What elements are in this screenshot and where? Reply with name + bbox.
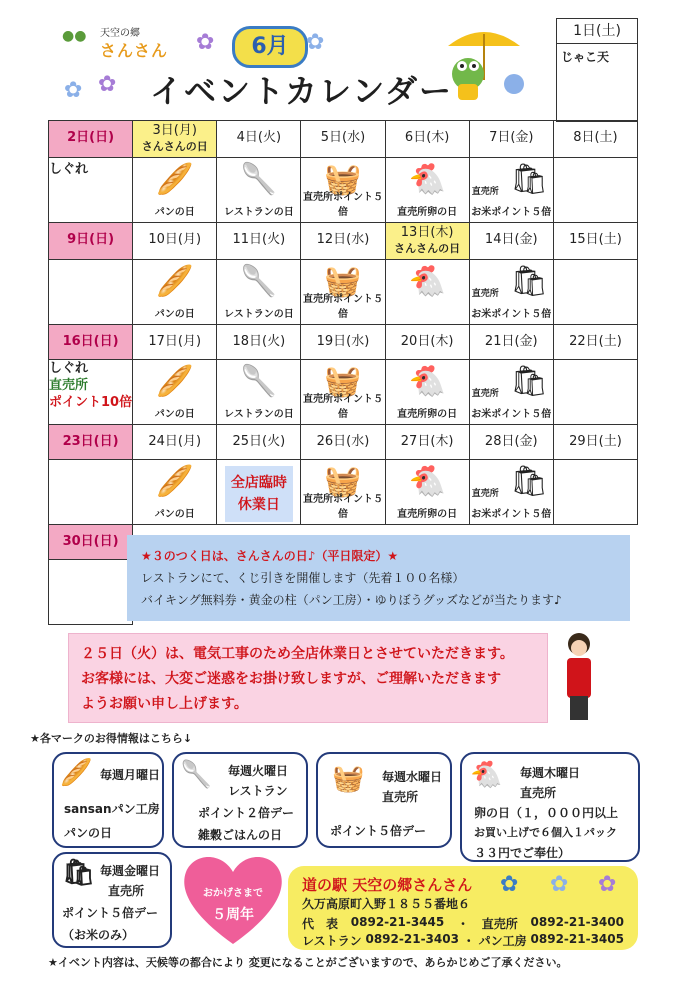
empty-cell bbox=[49, 560, 133, 625]
day-header: 14日(金) bbox=[469, 223, 553, 260]
rice-day-cell bbox=[469, 158, 553, 223]
month-badge: 6月 bbox=[232, 26, 308, 68]
monday-info-card bbox=[52, 752, 164, 848]
day-label: 3日(月) bbox=[152, 123, 197, 138]
day-header: 4日(火) bbox=[217, 121, 301, 158]
hydrangea-icon: ✿ bbox=[196, 30, 215, 55]
caption: お米ポイント５倍 bbox=[471, 309, 552, 320]
caption: お米ポイント５倍 bbox=[471, 409, 552, 420]
anniversary-heart bbox=[178, 848, 288, 948]
card-line: （お米のみ） bbox=[62, 928, 135, 942]
caption: レストランの日 bbox=[224, 309, 294, 320]
caption: パンの日 bbox=[154, 207, 195, 218]
hydrangea-icon: ✿ bbox=[550, 872, 569, 897]
hydrangea-icon: ✿ bbox=[306, 30, 325, 55]
card-line: 雑穀ごはんの日 bbox=[198, 828, 283, 842]
day-header: 28日(金) bbox=[469, 425, 553, 460]
day-header: 22日(土) bbox=[553, 325, 637, 360]
caption-top: 直売所 bbox=[471, 289, 499, 299]
card-line: 直売所 bbox=[520, 786, 557, 800]
notice-line: バイキング無料券・黄金の柱（パン工房）・ゆりぼうグッズなどが当たります♪ bbox=[141, 593, 562, 607]
caption: 直売所卵の日 bbox=[397, 207, 458, 218]
phone-row bbox=[302, 932, 624, 949]
note-text: しぐれ bbox=[49, 162, 89, 177]
egg-day-cell bbox=[385, 158, 469, 223]
day-header-sun: 23日(日) bbox=[49, 425, 133, 460]
day-header: 21日(金) bbox=[469, 325, 553, 360]
closure-notice bbox=[68, 633, 548, 723]
sunday-note bbox=[49, 158, 133, 223]
card-line: ポイント５倍デー bbox=[330, 824, 427, 838]
caption: お米ポイント５倍 bbox=[471, 207, 552, 218]
hydrangea-icon: ✿ bbox=[598, 872, 617, 897]
vegetable-basket-icon: 🧺 bbox=[324, 264, 362, 299]
spoon-icon: 🥄 bbox=[240, 364, 278, 399]
day-label: 13日(木) bbox=[400, 225, 454, 240]
friday-info-card bbox=[52, 852, 172, 948]
bread-day-cell bbox=[133, 260, 217, 325]
logo-mark-icon: ●● bbox=[62, 28, 87, 44]
day-header: 29日(土) bbox=[553, 425, 637, 460]
empty-cell bbox=[553, 460, 637, 525]
phone-label: レストラン bbox=[302, 934, 362, 948]
rice-bag-icon: 🛍 bbox=[62, 858, 96, 888]
note-text: 直売所 bbox=[49, 378, 89, 393]
closed-line: 休業日 bbox=[237, 497, 280, 513]
chicken-icon: 🐔 bbox=[408, 162, 446, 197]
day-header: 25日(火) bbox=[217, 425, 301, 460]
week-icon-row bbox=[49, 360, 638, 425]
caption: 直売所卵の日 bbox=[397, 409, 458, 420]
phone-number: 0892-21-3403 bbox=[365, 932, 459, 946]
restaurant-day-cell bbox=[217, 260, 301, 325]
egg-day-cell bbox=[385, 260, 469, 325]
first-day-box bbox=[556, 18, 638, 122]
day-header: 8日(土) bbox=[553, 121, 637, 158]
vegetable-basket-icon: 🧺 bbox=[324, 364, 362, 399]
day-header: 11日(火) bbox=[217, 223, 301, 260]
card-line: sansanパン工房 bbox=[64, 802, 160, 816]
card-line: ３３円でご奉仕） bbox=[474, 846, 571, 860]
caption: パンの日 bbox=[154, 409, 195, 420]
phone-number: 0892-21-3405 bbox=[530, 932, 624, 946]
day-header: 10日(月) bbox=[133, 223, 217, 260]
first-day-date: 1日(土) bbox=[557, 19, 637, 44]
bread-icon: 🥖 bbox=[156, 162, 194, 197]
thursday-info-card bbox=[460, 752, 640, 862]
card-line: 毎週月曜日 bbox=[100, 768, 161, 782]
hydrangea-icon: ✿ bbox=[500, 872, 519, 897]
closed-line: 全店臨時 bbox=[230, 475, 287, 491]
caption: 直売所卵の日 bbox=[397, 509, 458, 520]
day-header-sansan bbox=[385, 223, 469, 260]
footer-note: ★イベント内容は、天候等の都合により 変更になることがございますので、あらかじめご了承ください。 bbox=[48, 956, 568, 969]
card-line: 毎週木曜日 bbox=[520, 766, 581, 780]
rice-day-cell bbox=[469, 260, 553, 325]
day-header: 24日(月) bbox=[133, 425, 217, 460]
sunday-note bbox=[49, 360, 133, 425]
closed-notice bbox=[225, 466, 293, 522]
day-header: 5日(水) bbox=[301, 121, 385, 158]
card-line: パンの日 bbox=[64, 826, 113, 840]
egg-day-cell bbox=[385, 460, 469, 525]
day-header-sun: 16日(日) bbox=[49, 325, 133, 360]
notice-line: お客様には、大変ご迷惑をお掛け致しますが、ご理解いただきます bbox=[81, 671, 501, 687]
day-header: 15日(土) bbox=[553, 223, 637, 260]
shop-info-box bbox=[288, 866, 638, 950]
phone-number: 0892-21-3400 bbox=[530, 915, 624, 929]
empty-cell bbox=[553, 260, 637, 325]
card-line: 直売所 bbox=[108, 884, 145, 898]
bread-day-cell bbox=[133, 158, 217, 223]
chicken-icon: 🐔 bbox=[408, 364, 446, 399]
empty-cell bbox=[49, 460, 133, 525]
logo-small-text: 天空の郷 bbox=[100, 28, 140, 39]
week-row bbox=[49, 425, 638, 460]
card-line: 毎週火曜日 bbox=[228, 764, 289, 778]
bowing-staff-icon bbox=[556, 630, 602, 728]
vegetable-basket-icon: 🧺 bbox=[332, 764, 365, 794]
day-header-sun: 9日(日) bbox=[49, 223, 133, 260]
logo-main-text: さんさん bbox=[100, 41, 169, 60]
closed-day-cell bbox=[217, 460, 301, 525]
rice-bag-icon: 🛍 bbox=[510, 162, 549, 197]
card-line: レストラン bbox=[228, 784, 288, 798]
rice-bag-icon: 🛍 bbox=[510, 464, 549, 499]
day-header: 12日(水) bbox=[301, 223, 385, 260]
marks-header: ★各マークのお得情報はこちら↓ bbox=[30, 732, 193, 745]
day-header: 7日(金) bbox=[469, 121, 553, 158]
day-header-sansan bbox=[133, 121, 217, 158]
separator: ・ bbox=[462, 934, 475, 948]
day-header: 20日(木) bbox=[385, 325, 469, 360]
wednesday-info-card bbox=[316, 752, 452, 848]
restaurant-day-cell bbox=[217, 158, 301, 223]
sansan-day-notice bbox=[127, 535, 630, 621]
caption: 直売所ポイント５倍 bbox=[302, 494, 383, 520]
vegetable-basket-icon: 🧺 bbox=[324, 464, 362, 499]
caption-top: 直売所 bbox=[471, 489, 499, 499]
card-line: 直売所 bbox=[382, 790, 419, 804]
egg-day-cell bbox=[385, 360, 469, 425]
anniversary-line: おかげさまで bbox=[203, 888, 263, 899]
shop-address: 久万高原町入野１８５５番地６ bbox=[302, 897, 471, 911]
caption: パンの日 bbox=[154, 309, 195, 320]
caption-top: 直売所 bbox=[471, 187, 499, 197]
phone-row bbox=[302, 915, 624, 932]
hydrangea-icon: ✿ bbox=[64, 78, 83, 103]
note-text: しぐれ bbox=[49, 361, 89, 376]
caption: レストランの日 bbox=[224, 409, 294, 420]
bread-icon: 🥖 bbox=[60, 758, 93, 788]
chicken-icon: 🐔 bbox=[408, 464, 446, 499]
caption: 直売所ポイント５倍 bbox=[302, 294, 383, 320]
vegetable-day-cell bbox=[301, 260, 385, 325]
week-icon-row bbox=[49, 460, 638, 525]
caption: 直売所ポイント５倍 bbox=[302, 192, 383, 218]
card-line: ポイント５倍デー bbox=[62, 906, 159, 920]
spoon-icon: 🥄 bbox=[240, 264, 278, 299]
day-header: 19日(水) bbox=[301, 325, 385, 360]
card-line: お買い上げで６個入１パック bbox=[474, 826, 617, 839]
frog-umbrella-icon bbox=[440, 24, 536, 104]
hydrangea-icon: ✿ bbox=[98, 72, 117, 97]
rice-bag-icon: 🛍 bbox=[510, 364, 549, 399]
week-icon-row bbox=[49, 260, 638, 325]
shop-name: 道の駅 天空の郷さんさん bbox=[302, 876, 473, 894]
bread-icon: 🥖 bbox=[156, 264, 194, 299]
bread-icon: 🥖 bbox=[156, 464, 194, 499]
card-line: ポイント２倍デー bbox=[198, 806, 295, 820]
rice-day-cell bbox=[469, 460, 553, 525]
caption-top: 直売所 bbox=[471, 389, 499, 399]
empty-cell bbox=[49, 260, 133, 325]
separator: ・ bbox=[456, 917, 469, 931]
bread-day-cell bbox=[133, 360, 217, 425]
chicken-icon: 🐔 bbox=[408, 264, 446, 299]
day-header: 18日(火) bbox=[217, 325, 301, 360]
notice-line: ようお願い申し上げます。 bbox=[81, 696, 248, 712]
sansan-day-label: さんさんの日 bbox=[394, 242, 461, 255]
card-line: 卵の日（１，０００円以上 bbox=[474, 806, 619, 820]
bread-day-cell bbox=[133, 460, 217, 525]
empty-cell bbox=[553, 158, 637, 223]
tuesday-info-card bbox=[172, 752, 308, 848]
day-header: 27日(木) bbox=[385, 425, 469, 460]
bread-icon: 🥖 bbox=[156, 364, 194, 399]
chicken-icon: 🐔 bbox=[470, 760, 503, 790]
day-header-sun: 30日(日) bbox=[49, 525, 133, 560]
notice-line: ★３のつく日は、さんさんの日♪（平日限定）★ bbox=[141, 549, 399, 563]
caption: レストランの日 bbox=[224, 207, 294, 218]
caption: パンの日 bbox=[154, 509, 195, 520]
day-header: 6日(木) bbox=[385, 121, 469, 158]
week-row bbox=[49, 121, 638, 158]
week-icon-row bbox=[49, 158, 638, 223]
day-header-sun: 2日(日) bbox=[49, 121, 133, 158]
spoon-icon: 🥄 bbox=[180, 760, 213, 790]
restaurant-day-cell bbox=[217, 360, 301, 425]
phone-label: 代 表 bbox=[302, 917, 339, 931]
vegetable-day-cell bbox=[301, 158, 385, 223]
rice-bag-icon: 🛍 bbox=[510, 264, 549, 299]
caption: 直売所ポイント５倍 bbox=[302, 394, 383, 420]
empty-cell bbox=[553, 360, 637, 425]
spoon-icon: 🥄 bbox=[240, 162, 278, 197]
phone-label: パン工房 bbox=[478, 934, 527, 948]
vegetable-basket-icon: 🧺 bbox=[324, 162, 362, 197]
notice-line: ２５日（火）は、電気工事のため全店休業日とさせていただきます。 bbox=[81, 646, 514, 662]
page-title: イベントカレンダー bbox=[150, 72, 453, 110]
week-row bbox=[49, 223, 638, 260]
first-day-note: じゃこ天 bbox=[561, 50, 610, 64]
vegetable-day-cell bbox=[301, 460, 385, 525]
day-header: 17日(月) bbox=[133, 325, 217, 360]
phone-label: 直売所 bbox=[481, 917, 518, 931]
vegetable-day-cell bbox=[301, 360, 385, 425]
card-line: 毎週水曜日 bbox=[382, 770, 443, 784]
anniversary-line: ５周年 bbox=[212, 907, 254, 923]
notice-line: レストランにて、くじ引きを開催します（先着１００名様） bbox=[141, 571, 465, 585]
note-text: ポイント10倍 bbox=[49, 395, 133, 410]
week-row bbox=[49, 325, 638, 360]
phone-number: 0892-21-3445 bbox=[350, 915, 445, 929]
sansan-day-label: さんさんの日 bbox=[141, 140, 208, 153]
caption: お米ポイント５倍 bbox=[471, 509, 552, 520]
card-line: 毎週金曜日 bbox=[100, 864, 161, 878]
day-header: 26日(水) bbox=[301, 425, 385, 460]
rice-day-cell bbox=[469, 360, 553, 425]
